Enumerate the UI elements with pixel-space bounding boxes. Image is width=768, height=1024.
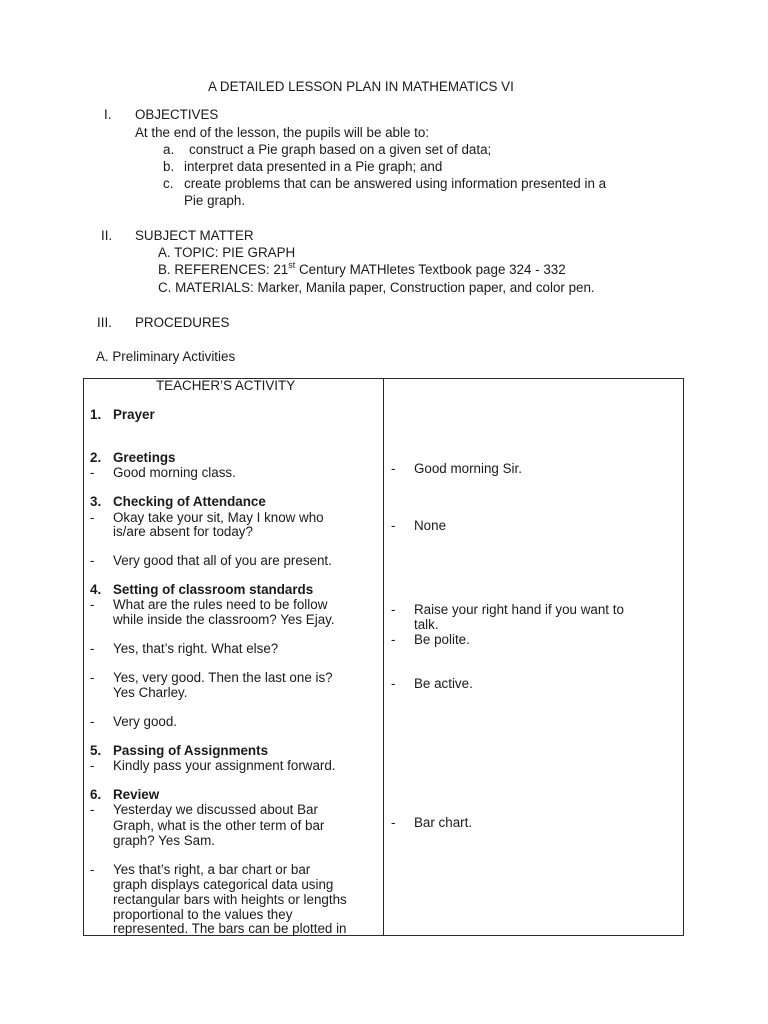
teacher-bar-line-5: represented. The bars can be plotted in [113,921,347,936]
bullet-dash: - [391,632,396,647]
preliminary-heading: A. Preliminary Activities [96,349,236,364]
item-5-assignments: Passing of Assignments [113,743,269,758]
bullet-dash: - [391,518,396,533]
bullet-dash: - [90,714,95,729]
table-column-divider [383,378,384,936]
procedures-heading: PROCEDURES [135,315,230,330]
references-post: Century MATHletes Textbook page 324 - 332 [295,262,566,277]
item-3-attendance: Checking of Attendance [113,494,266,509]
bullet-dash: - [90,862,95,877]
references-pre: B. REFERENCES: 21 [158,262,289,277]
teacher-review-line-3: graph? Yes Sam. [113,833,215,848]
teacher-attendance-line-1: Okay take your sit, May I know who [113,510,324,525]
bullet-dash: - [391,602,396,617]
teacher-rules-line-1: What are the rules need to be follow [113,597,328,612]
subject-materials: C. MATERIALS: Marker, Manila paper, Construction paper, and color pen. [158,280,595,295]
objective-letter-a: a. [163,142,175,157]
item-1-number: 1. [90,407,102,422]
item-2-number: 2. [90,450,102,465]
subject-heading: SUBJECT MATTER [135,228,254,243]
objective-a: construct a Pie graph based on a given set of data; [189,142,492,157]
bullet-dash: - [90,597,95,612]
teacher-greeting: Good morning class. [113,465,236,480]
student-bar-chart: Bar chart. [414,815,473,830]
student-be-active: Be active. [414,676,473,691]
teacher-bar-line-2: graph displays categorical data using [113,877,334,892]
objective-letter-c: c. [163,176,174,191]
objective-letter-b: b. [163,159,175,174]
document-title: A DETAILED LESSON PLAN IN MATHEMATICS VI [208,79,514,94]
item-2-greetings: Greetings [113,450,176,465]
item-1-prayer: Prayer [113,407,155,422]
subject-references [158,259,566,277]
teacher-review-line-2: Graph, what is the other term of bar [113,818,325,833]
teacher-what-else: Yes, that’s right. What else? [113,641,279,656]
objective-c-cont: Pie graph. [184,193,246,208]
item-4-number: 4. [90,582,102,597]
teacher-activity-header: TEACHER’S ACTIVITY [156,378,296,393]
student-greeting: Good morning Sir. [414,461,522,476]
bullet-dash: - [90,670,95,685]
item-6-review: Review [113,787,160,802]
student-be-polite: Be polite. [414,632,470,647]
bullet-dash: - [90,641,95,656]
student-raise-line-2: talk. [414,617,439,632]
teacher-all-present: Very good that all of you are present. [113,553,332,568]
teacher-bar-line-3: rectangular bars with heights or lengths [113,892,347,907]
teacher-rules-line-2: while inside the classroom? Yes Ejay. [113,612,335,627]
objective-b: interpret data presented in a Pie graph; and [184,159,443,174]
item-6-number: 6. [90,787,102,802]
bullet-dash: - [90,465,95,480]
bullet-dash: - [391,676,396,691]
student-none: None [414,518,447,533]
teacher-last-one-line-1: Yes, very good. Then the last one is? [113,670,333,685]
bullet-dash: - [90,553,95,568]
procedures-numeral: III. [97,315,112,330]
student-raise-line-1: Raise your right hand if you want to [414,602,624,617]
objectives-intro: At the end of the lesson, the pupils will be able to: [135,125,430,140]
teacher-bar-line-1: Yes that’s right, a bar chart or bar [113,862,311,877]
item-3-number: 3. [90,494,102,509]
teacher-very-good: Very good. [113,714,178,729]
objectives-numeral: I. [104,107,112,122]
item-4-standards: Setting of classroom standards [113,582,314,597]
objectives-heading: OBJECTIVES [135,107,219,122]
bullet-dash: - [90,802,95,817]
subject-numeral: II. [101,228,113,243]
teacher-attendance-line-2: is/are absent for today? [113,524,253,539]
subject-topic: A. TOPIC: PIE GRAPH [158,245,296,260]
bullet-dash: - [391,815,396,830]
teacher-bar-line-4: proportional to the values they [113,907,293,922]
bullet-dash: - [90,510,95,525]
bullet-dash: - [391,461,396,476]
objective-c: create problems that can be answered using information presented in a [184,176,607,191]
references-sup: st [288,259,296,270]
teacher-pass-assignment: Kindly pass your assignment forward. [113,758,336,773]
teacher-last-one-line-2: Yes Charley. [113,685,188,700]
item-5-number: 5. [90,743,102,758]
teacher-review-line-1: Yesterday we discussed about Bar [113,802,318,817]
bullet-dash: - [90,758,95,773]
